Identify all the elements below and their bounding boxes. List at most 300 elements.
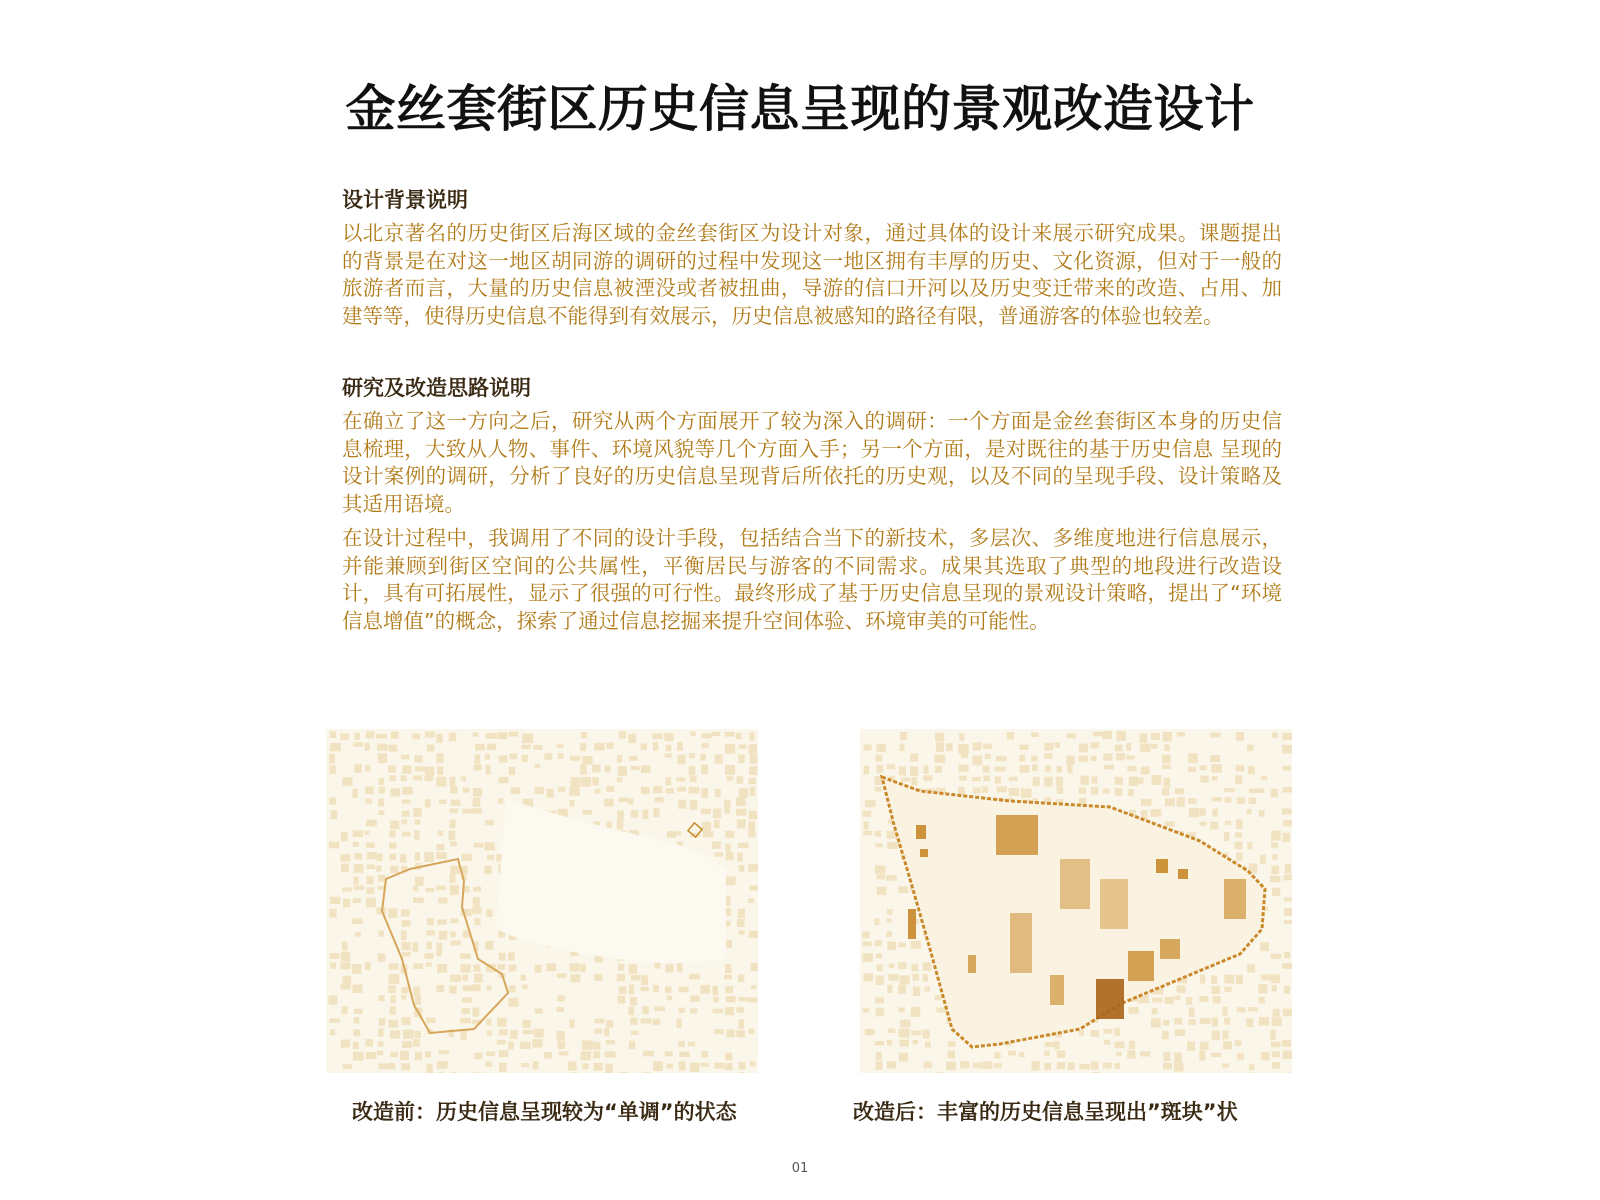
building-block: [460, 1018, 471, 1024]
building-block: [631, 1030, 639, 1035]
building-block: [606, 786, 614, 792]
building-block: [1212, 1031, 1220, 1040]
building-block: [910, 766, 918, 776]
building-block: [1210, 822, 1218, 830]
building-block: [354, 885, 365, 889]
building-block: [424, 775, 433, 781]
building-block: [898, 1007, 904, 1012]
building-block: [631, 810, 638, 817]
building-block: [1067, 765, 1072, 773]
building-block: [1270, 954, 1281, 959]
building-block: [1151, 1018, 1161, 1027]
building-block: [946, 743, 953, 751]
building-block: [402, 1041, 412, 1048]
building-block: [654, 1006, 665, 1011]
building-block: [875, 754, 882, 761]
building-block: [413, 808, 421, 817]
building-block: [875, 843, 883, 847]
building-block: [1019, 745, 1029, 750]
background-paragraph: 以北京著名的历史街区后海区域的金丝套街区为设计对象，通过具体的设计来展示研究成果。课题提出的背景是在对这一地区胡同游的调研的过程中发现这一地区拥有丰厚的历史、文化资源，但对于一般的旅游者而言，大量的历史信息被湮没或者被扭曲，导游的信口开河以及历史变迁带来的改造、占用、加建等等，使得历史信息不能得到有效展示，历史信息被感知的路径有限，普通游客的体验也较差。: [342, 221, 1282, 328]
building-block: [509, 767, 515, 775]
building-block: [389, 831, 395, 838]
building-block: [390, 1030, 400, 1038]
building-block: [352, 789, 357, 798]
building-block: [667, 996, 672, 1000]
building-block: [1175, 1029, 1186, 1036]
building-block: [1283, 820, 1292, 826]
building-block: [401, 987, 408, 994]
building-block: [1235, 775, 1242, 784]
building-block: [1188, 767, 1196, 772]
background-heading: 设计背景说明: [342, 188, 468, 212]
building-block: [875, 865, 886, 873]
building-block: [487, 744, 496, 750]
building-block: [973, 787, 981, 793]
building-block: [679, 1061, 686, 1070]
building-block: [864, 745, 872, 751]
building-block: [1141, 767, 1150, 775]
building-block: [983, 744, 992, 749]
building-block: [748, 744, 757, 754]
building-block: [593, 1042, 601, 1050]
building-block: [714, 754, 722, 763]
building-block: [413, 898, 424, 903]
building-block: [436, 951, 442, 956]
building-block: [1174, 1053, 1182, 1063]
building-block: [643, 1051, 654, 1057]
building-block: [498, 798, 503, 804]
building-block: [1235, 1040, 1242, 1046]
building-block: [1104, 765, 1114, 769]
building-block: [523, 1030, 533, 1034]
building-block: [665, 1051, 673, 1056]
building-block: [1165, 821, 1175, 826]
building-block: [629, 984, 634, 994]
building-block: [1177, 797, 1185, 807]
building-block: [388, 765, 396, 772]
building-block: [628, 1007, 634, 1016]
building-block: [994, 1052, 1000, 1058]
building-block: [352, 964, 361, 974]
building-block: [450, 786, 457, 793]
building-block: [1128, 1007, 1138, 1014]
building-block: [1211, 975, 1217, 984]
building-block: [473, 1008, 480, 1017]
building-block: [1068, 1062, 1075, 1070]
building-block: [701, 809, 711, 815]
building-block: [450, 1072, 457, 1073]
building-block: [1044, 1063, 1051, 1070]
building-block: [875, 831, 881, 837]
building-block: [450, 777, 456, 786]
building-block: [1188, 1019, 1196, 1025]
building-block: [1129, 777, 1139, 786]
building-block: [594, 974, 602, 981]
building-block: [1213, 996, 1221, 1003]
building-block: [378, 995, 384, 1001]
building-block: [1044, 777, 1052, 787]
building-block: [486, 765, 491, 775]
building-block: [1163, 1020, 1169, 1026]
building-block: [425, 799, 431, 807]
research-heading: 研究及改造思路说明: [342, 376, 531, 400]
building-block: [655, 963, 661, 969]
building-block: [474, 1053, 483, 1060]
building-block: [437, 1061, 448, 1069]
building-block: [678, 986, 688, 992]
building-block: [678, 1008, 684, 1013]
building-block: [388, 745, 397, 752]
building-block: [340, 734, 349, 740]
building-block: [642, 1006, 648, 1014]
building-block: [388, 985, 396, 993]
building-block: [923, 775, 932, 781]
building-block: [863, 822, 868, 830]
building-block: [972, 777, 981, 781]
building-block: [1211, 986, 1220, 994]
building-block: [402, 799, 411, 803]
building-block: [750, 1061, 756, 1066]
building-block: [532, 1039, 542, 1047]
building-block: [449, 733, 456, 742]
building-block: [1091, 742, 1099, 748]
building-block: [690, 1063, 699, 1072]
building-block: [911, 964, 918, 971]
building-block: [958, 765, 968, 772]
building-block: [619, 731, 626, 739]
building-block: [509, 732, 518, 737]
building-block: [985, 754, 991, 759]
building-block: [1259, 788, 1265, 793]
building-block: [667, 1064, 674, 1069]
building-block: [595, 1019, 605, 1024]
building-block: [1019, 755, 1025, 762]
building-block: [328, 995, 337, 1004]
building-block: [1188, 798, 1196, 804]
building-block: [1067, 734, 1077, 739]
building-block: [1175, 995, 1181, 1000]
building-block: [618, 1072, 627, 1073]
building-block: [738, 909, 745, 918]
building-block: [436, 885, 446, 890]
building-block: [402, 952, 410, 956]
building-block: [451, 941, 461, 946]
building-block: [342, 777, 352, 785]
building-block: [460, 964, 470, 972]
building-block: [1045, 1042, 1055, 1047]
building-block: [569, 787, 580, 795]
building-block: [640, 987, 649, 992]
building-block: [737, 819, 746, 828]
building-block: [460, 954, 471, 959]
building-block: [365, 786, 373, 794]
building-block: [342, 1006, 348, 1014]
building-block: [510, 1030, 518, 1039]
building-block: [1282, 833, 1290, 842]
building-block: [426, 962, 432, 966]
building-block: [702, 1051, 708, 1058]
building-block: [391, 995, 396, 1003]
building-block: [401, 931, 407, 941]
building-block: [725, 831, 734, 838]
building-block: [606, 743, 613, 750]
building-block: [438, 831, 443, 836]
building-block: [340, 854, 350, 862]
building-block: [365, 743, 370, 751]
building-block: [595, 1029, 603, 1034]
building-block: [425, 767, 434, 776]
building-block: [544, 753, 552, 760]
building-block: [726, 876, 736, 885]
building-block: [1140, 744, 1150, 753]
building-block: [959, 733, 964, 740]
building-block: [450, 841, 457, 846]
building-block: [353, 1042, 359, 1049]
building-block: [580, 743, 586, 751]
building-block: [1249, 789, 1259, 794]
building-block: [876, 1052, 882, 1060]
building-block: [1271, 831, 1280, 841]
building-block: [961, 753, 968, 758]
building-block: [534, 965, 541, 973]
building-block: [1284, 920, 1292, 924]
building-block: [1033, 777, 1040, 786]
page-title: 金丝套街区历史信息呈现的景观改造设计: [345, 80, 1255, 138]
building-block: [1114, 1041, 1124, 1048]
building-block: [617, 755, 622, 763]
building-block: [341, 952, 350, 962]
building-block: [714, 852, 723, 856]
building-block: [366, 731, 374, 738]
building-block: [641, 975, 648, 985]
building-block: [629, 964, 637, 974]
building-block: [365, 765, 370, 772]
building-block: [449, 874, 455, 883]
building-block: [713, 808, 721, 818]
building-block: [354, 1017, 359, 1024]
building-block: [997, 786, 1007, 792]
building-block: [1066, 756, 1074, 765]
building-block: [630, 997, 637, 1005]
building-block: [509, 998, 519, 1007]
building-block: [509, 986, 516, 993]
building-block: [450, 931, 455, 937]
building-block: [1282, 1040, 1291, 1047]
building-block: [689, 753, 695, 758]
building-block: [865, 800, 876, 808]
building-block: [1247, 964, 1255, 972]
building-block: [546, 789, 553, 798]
building-block: [898, 985, 906, 994]
building-block: [340, 962, 350, 969]
building-block: [748, 864, 758, 872]
building-block: [679, 1041, 685, 1047]
building-block: [450, 885, 459, 895]
building-block: [863, 973, 873, 981]
building-block: [1079, 1030, 1084, 1036]
building-block: [973, 742, 982, 750]
building-block: [678, 800, 686, 809]
building-block: [690, 996, 699, 1002]
building-block: [427, 745, 434, 752]
building-block: [1177, 732, 1185, 736]
building-block: [378, 799, 384, 807]
building-block: [522, 755, 528, 763]
building-block: [330, 953, 340, 959]
building-block: [1199, 765, 1206, 770]
building-block: [1019, 1052, 1025, 1057]
building-block: [1261, 776, 1268, 781]
building-block: [664, 733, 673, 741]
building-block: [1165, 798, 1175, 806]
building-block: [498, 777, 508, 783]
building-block: [1057, 1050, 1066, 1057]
building-block: [570, 963, 581, 971]
building-block: [748, 821, 755, 830]
building-block: [558, 787, 566, 792]
building-block: [1223, 1041, 1232, 1049]
building-block: [449, 986, 456, 994]
building-block: [364, 831, 369, 835]
building-block: [1282, 733, 1292, 740]
caption-after: 改造后：丰富的历史信息呈现出”斑块”状: [853, 1100, 1238, 1124]
building-block: [606, 1040, 615, 1045]
building-block: [1177, 985, 1186, 993]
building-block: [665, 753, 672, 757]
building-block: [1091, 1061, 1098, 1069]
building-block: [677, 963, 682, 972]
building-block: [378, 886, 385, 890]
building-block: [402, 920, 411, 927]
building-block: [1044, 743, 1053, 751]
building-block: [390, 788, 400, 796]
building-block: [1044, 754, 1052, 759]
building-block: [1189, 1008, 1195, 1018]
building-block: [1236, 732, 1244, 740]
building-block: [737, 853, 742, 862]
building-block: [424, 953, 433, 959]
building-block: [1261, 1052, 1270, 1061]
building-block: [899, 766, 906, 775]
building-block: [1200, 822, 1207, 826]
building-block: [1163, 1063, 1172, 1070]
building-block: [724, 975, 732, 980]
building-block: [865, 1029, 875, 1035]
building-block: [557, 1041, 565, 1049]
building-block: [354, 864, 364, 873]
building-block: [437, 964, 447, 973]
building-block: [379, 787, 385, 794]
building-block: [1162, 788, 1169, 796]
building-block: [1078, 756, 1088, 762]
building-block: [499, 953, 506, 961]
building-block: [653, 742, 658, 750]
building-block: [1199, 1051, 1205, 1061]
building-block: [1091, 1030, 1100, 1037]
building-block: [352, 918, 362, 924]
building-block: [724, 808, 730, 813]
building-block: [1138, 778, 1143, 784]
building-block: [1200, 776, 1208, 783]
building-block: [473, 798, 481, 807]
building-block: [343, 976, 352, 984]
building-block: [473, 887, 481, 892]
building-block: [1284, 908, 1292, 916]
building-block: [889, 974, 899, 981]
building-block: [887, 1061, 896, 1068]
building-block: [378, 778, 384, 785]
building-block: [653, 808, 659, 817]
building-block: [737, 776, 744, 784]
building-block: [1272, 854, 1277, 860]
building-block: [484, 842, 494, 850]
building-block: [1175, 788, 1185, 794]
building-block: [739, 744, 746, 749]
building-block: [1282, 963, 1292, 969]
building-block: [641, 1018, 651, 1023]
building-block: [1272, 1017, 1282, 1025]
building-block: [341, 832, 348, 841]
building-block: [665, 964, 673, 972]
building-block: [1270, 876, 1280, 882]
building-block: [640, 743, 647, 749]
building-block: [1285, 864, 1291, 873]
building-block: [877, 887, 887, 895]
building-block: [923, 1030, 930, 1039]
building-block: [427, 1064, 433, 1073]
building-block: [1246, 809, 1251, 814]
building-block: [462, 997, 472, 1002]
building-block: [414, 755, 422, 762]
building-block: [376, 866, 381, 872]
building-block: [402, 819, 408, 824]
building-block: [1164, 778, 1171, 787]
building-block: [1283, 875, 1292, 881]
building-block: [474, 764, 482, 770]
building-block: [605, 1051, 616, 1057]
building-block: [724, 1063, 732, 1070]
building-block: [366, 1052, 377, 1059]
building-block: [935, 995, 942, 1000]
building-block: [1225, 821, 1232, 825]
building-block: [1283, 787, 1292, 793]
building-block: [1114, 777, 1122, 785]
building-block: [1091, 756, 1097, 761]
building-block: [451, 800, 461, 806]
building-block: [748, 998, 758, 1003]
building-block: [923, 962, 931, 971]
building-block: [863, 941, 872, 946]
building-block: [748, 830, 755, 837]
building-block: [389, 1063, 396, 1069]
building-block: [544, 1052, 552, 1058]
building-block: [666, 777, 672, 785]
building-block: [329, 754, 335, 764]
building-block: [701, 765, 708, 775]
building-block: [874, 787, 881, 792]
building-block: [535, 787, 544, 794]
building-block: [1151, 744, 1157, 749]
building-block: [677, 742, 683, 750]
building-block: [1212, 776, 1218, 781]
building-block: [1008, 788, 1019, 796]
building-block: [376, 734, 387, 739]
building-block: [1282, 808, 1292, 814]
building-block: [1222, 1063, 1229, 1067]
building-block: [473, 965, 480, 972]
building-block: [414, 830, 419, 839]
building-block: [1186, 997, 1192, 1005]
